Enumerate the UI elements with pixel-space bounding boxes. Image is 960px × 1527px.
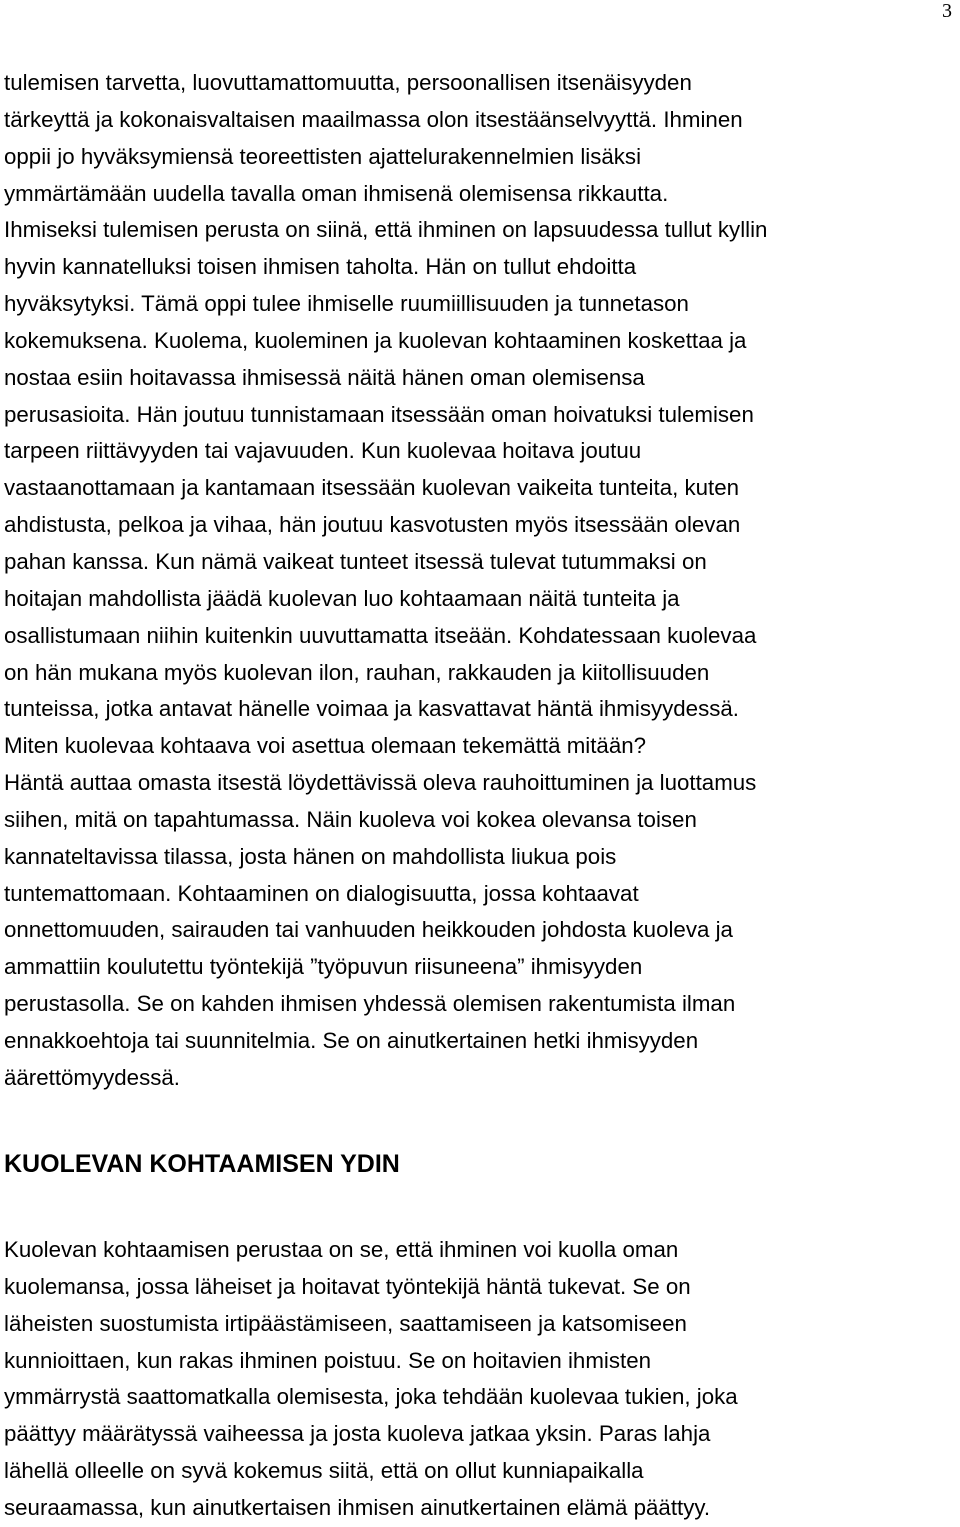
text-line: perustasolla. Se on kahden ihmisen yhdessä olemisen rakentumista ilman: [4, 991, 736, 1017]
text-line: hyväksytyksi. Tämä oppi tulee ihmiselle ruumiillisuuden ja tunnetason: [4, 291, 689, 317]
text-line: seuraamassa, kun ainutkertaisen ihmisen ainutkertainen elämä päättyy.: [4, 1494, 711, 1520]
text-line: oppii jo hyväksymiensä teoreettisten ajattelurakennelmien lisäksi: [4, 143, 642, 169]
paragraph-1: [4, 65, 767, 1097]
text-line: lähellä olleelle on syvä kokemus siitä, että on ollut kunniapaikalla: [4, 1458, 644, 1484]
text-line: siihen, mitä on tapahtumassa. Näin kuoleva voi kokea olevansa toisen: [4, 806, 697, 832]
text-line: kuolemansa, jossa läheiset ja hoitavat työntekijä häntä tukevat. Se on: [4, 1273, 691, 1299]
paragraph-2: [4, 1232, 738, 1527]
text-line: tulemisen tarvetta, luovuttamattomuutta, persoonallisen itsenäisyyden: [4, 70, 692, 95]
text-line: ymmärrystä saattomatkalla olemisesta, joka tehdään kuolevaa tukien, joka: [4, 1384, 738, 1410]
text-line: kunnioittaen, kun rakas ihminen poistuu. Se on hoitavien ihmisten: [4, 1347, 652, 1373]
text-line: kokemuksena. Kuolema, kuoleminen ja kuolevan kohtaaminen koskettaa ja: [4, 327, 747, 353]
text-line: tuntemattomaan. Kohtaaminen on dialogisuutta, jossa kohtaavat: [4, 880, 639, 906]
text-line: ennakkoehtoja tai suunnitelmia. Se on ainutkertainen hetki ihmisyyden: [4, 1027, 699, 1053]
section-heading: KUOLEVAN KOHTAAMISEN YDIN: [4, 1150, 400, 1178]
text-line: kannateltavissa tilassa, josta hänen on mahdollista liukua pois: [4, 843, 617, 869]
text-line: tärkeyttä ja kokonaisvaltaisen maailmassa olon itsestäänselvyyttä. Ihminen: [4, 106, 743, 132]
page-number: 3: [942, 0, 952, 22]
text-line: päättyy määrätyssä vaiheessa ja josta kuoleva jatkaa yksin. Paras lahja: [4, 1421, 711, 1447]
text-line: läheisten suostumista irtipäästämiseen, saattamiseen ja katsomiseen: [4, 1310, 687, 1336]
text-line: on hän mukana myös kuolevan ilon, rauhan, rakkauden ja kiitollisuuden: [4, 659, 710, 685]
text-line: nostaa esiin hoitavassa ihmisessä näitä hänen oman olemisensa: [4, 364, 645, 390]
text-line: vastaanottamaan ja kantamaan itsessään kuolevan vaikeita tunteita, kuten: [4, 475, 740, 501]
text-line: tunteissa, jotka antavat hänelle voimaa ja kasvattavat häntä ihmisyydessä.: [4, 696, 739, 722]
text-line: tarpeen riittävyyden tai vajavuuden. Kun kuolevaa hoitava joutuu: [4, 438, 642, 464]
text-line: Häntä auttaa omasta itsestä löydettävissä oleva rauhoittuminen ja luottamus: [4, 770, 757, 796]
text-line: Miten kuolevaa kohtaava voi asettua olemaan tekemättä mitään?: [4, 733, 647, 759]
text-line: osallistumaan niihin kuitenkin uuvuttamatta itseään. Kohdatessaan kuolevaa: [4, 622, 757, 648]
text-line: hoitajan mahdollista jäädä kuolevan luo kohtaamaan näitä tunteita ja: [4, 585, 680, 611]
text-line: ymmärtämään uudella tavalla oman ihmisenä olemisensa rikkautta.: [4, 180, 669, 206]
text-line: äärettömyydessä.: [4, 1064, 180, 1090]
text-line: onnettomuuden, sairauden tai vanhuuden heikkouden johdosta kuoleva ja: [4, 917, 733, 943]
text-line: Kuolevan kohtaamisen perustaa on se, että ihminen voi kuolla oman: [4, 1237, 679, 1262]
text-line: Ihmiseksi tulemisen perusta on siinä, että ihminen on lapsuudessa tullut kyllin: [4, 217, 768, 243]
text-line: ammattiin koulutettu työntekijä ”työpuvun riisuneena” ihmisyyden: [4, 954, 643, 980]
text-line: perusasioita. Hän joutuu tunnistamaan itsessään oman hoivatuksi tulemisen: [4, 401, 754, 427]
text-line: pahan kanssa. Kun nämä vaikeat tunteet itsessä tulevat tutummaksi on: [4, 548, 707, 574]
text-line: hyvin kannatelluksi toisen ihmisen taholta. Hän on tullut ehdoitta: [4, 254, 637, 280]
text-line: ahdistusta, pelkoa ja vihaa, hän joutuu kasvotusten myös itsessään olevan: [4, 512, 741, 538]
